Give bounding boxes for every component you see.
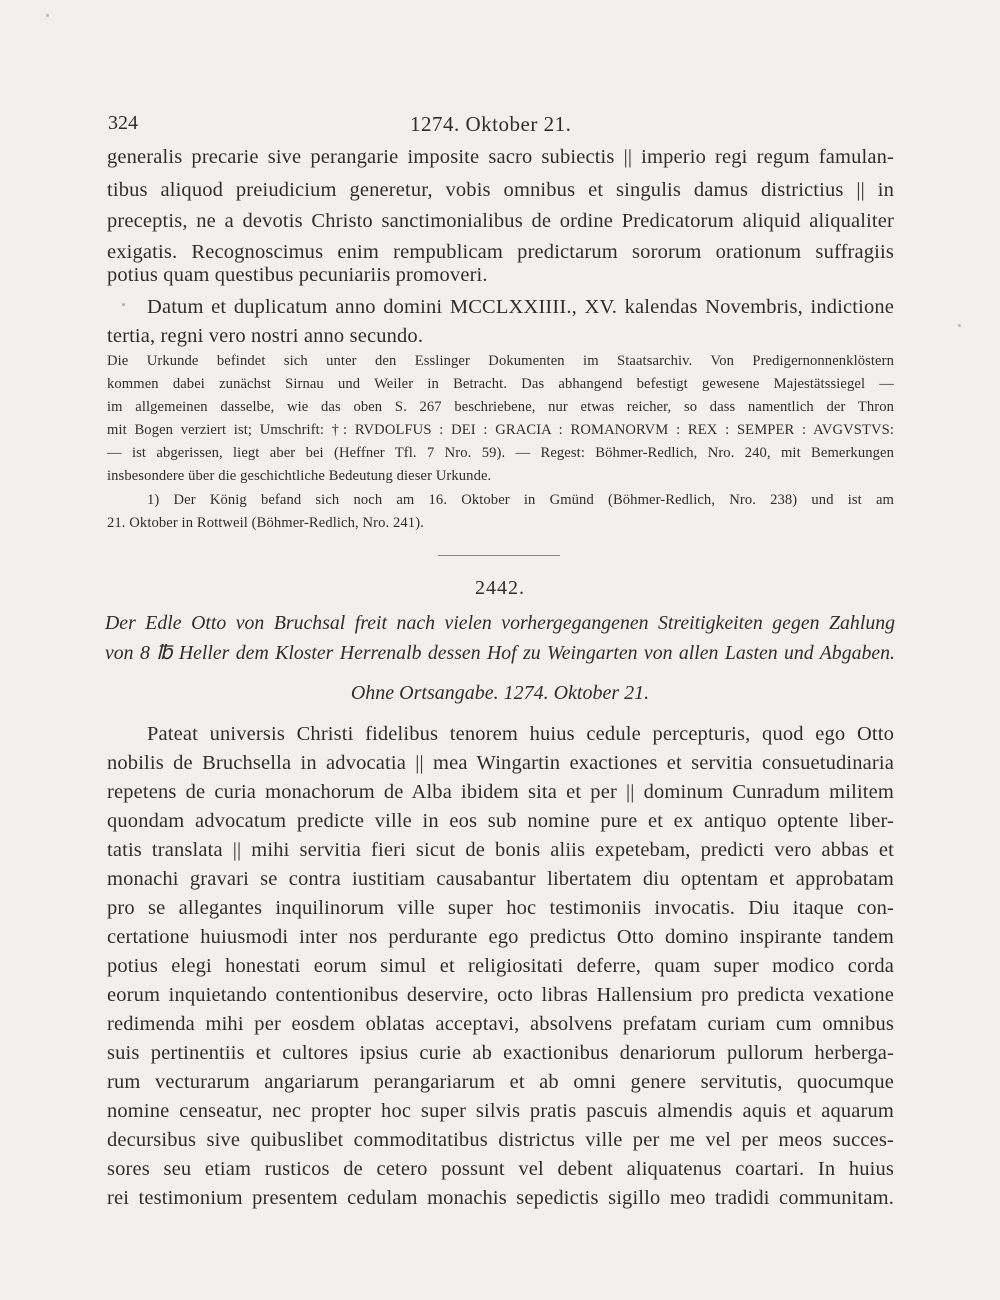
body-line: sores seu etiam rusticos de cetero possunt vel debent aliquatenus coartari. In huius <box>107 1158 894 1180</box>
note-line: im allgemeinen dasselbe, wie das oben S. 267 beschriebene, nur etwas reicher, so dass namentlich der Thron <box>107 399 894 415</box>
text-line: exigatis. Recognoscimus enim rempublicam predictarum sororum orationum suffragiis <box>107 241 894 263</box>
section-divider <box>438 555 560 556</box>
paper-speck <box>122 303 125 306</box>
summary-line: Der Edle Otto von Bruchsal freit nach vielen vorhergegangenen Streitigkeiten gegen Zahlung <box>105 612 895 634</box>
summary-line: von 8 ℔ Heller dem Kloster Herrenalb dessen Hof zu Weingarten von allen Lasten und Abgaben. <box>105 642 895 664</box>
document-number: 2442. <box>475 577 525 599</box>
text-line: tertia, regni vero nostri anno secundo. <box>107 325 424 347</box>
body-line: Pateat universis Christi fidelibus tenorem huius cedule percepturis, quod ego Otto <box>147 723 894 745</box>
paper-speck <box>958 324 961 327</box>
page-number: 324 <box>108 112 138 134</box>
running-title: 1274. Oktober 21. <box>410 112 572 136</box>
body-line: redimenda mihi per eosdem oblatas acceptavi, absolvens prefatam curiam cum omnibus <box>107 1013 894 1035</box>
body-line: pro se allegantes inquilinorum ville super hoc testimoniis invocatis. Diu itaque con- <box>107 897 894 919</box>
text-line: preceptis, ne a devotis Christo sanctimonialibus de ordine Predicatorum aliquid aliqualiter <box>107 210 894 232</box>
place-date-line: Ohne Ortsangabe. 1274. Oktober 21. <box>350 682 650 704</box>
body-line: suis pertinentiis et cultores ipsius curie ab exactionibus denariorum pullorum herberga- <box>107 1042 894 1064</box>
note-line: insbesondere über die geschichtliche Bedeutung dieser Urkunde. <box>107 468 492 484</box>
note-line: mit Bogen verziert ist; Umschrift: †: RVDOLFUS : DEI : GRACIA : ROMANORVM : REX : SEMPER : AVGVSTVS: <box>107 422 894 438</box>
body-line: certatione huiusmodi inter nos perdurante ego predictus Otto domino inspirante tandem <box>107 926 894 948</box>
note-line: — ist abgerissen, liegt aber bei (Heffner Tfl. 7 Nro. 59). — Regest: Böhmer-Redlich, Nro. 240, mit Bemerkungen <box>107 445 894 461</box>
note-line: Die Urkunde befindet sich unter den Esslinger Dokumenten im Staatsarchiv. Von Predigernonnenklöstern <box>107 353 894 369</box>
body-line: tatis translata || mihi servitia fieri sicut de bonis aliis expetebam, predicti vero abbas et <box>107 839 894 861</box>
footnote-1-continued: 21. Oktober in Rottweil (Böhmer-Redlich, Nro. 241). <box>107 515 424 531</box>
text-line: tibus aliquod preiudicium generetur, vobis omnibus et singulis damus districtius || in <box>107 179 894 201</box>
body-line: potius elegi honestati eorum simul et religiositati deferre, quam super modico corda <box>107 955 894 977</box>
body-line: eorum inquietando contentionibus deservire, octo libras Hallensium pro predicta vexatione <box>107 984 894 1006</box>
body-line: repetens de curia monachorum de Alba ibidem sita et per || dominum Cunradum militem <box>107 781 894 803</box>
body-line: nomine censeatur, nec propter hoc super silvis pratis pascuis almendis aquis et aquarum <box>107 1100 894 1122</box>
body-line: quondam advocatum predicte ville in eos sub nomine pure et ex antiquo optente liber- <box>107 810 894 832</box>
text-line: potius quam questibus pecuniariis promoveri. <box>107 264 488 286</box>
text-line: generalis precarie sive perangarie imposite sacro subiectis || imperio regi regum famulan- <box>107 146 894 168</box>
body-line: rum vecturarum angariarum perangariarum et ab omni genere servitutis, quocumque <box>107 1071 894 1093</box>
body-line: monachi gravari se contra iustitiam causabantur libertatem diu optentam et approbatam <box>107 868 894 890</box>
body-line: nobilis de Bruchsella in advocatia || mea Wingartin exactiones et servitia consuetudinaria <box>107 752 894 774</box>
note-line: kommen dabei zunächst Sirnau und Weiler in Betracht. Das abhangend befestigt gewesene Majestätssiegel — <box>107 376 894 392</box>
body-line: rei testimonium presentem cedulam monachis sepedictis sigillo meo tradidi communitam. <box>107 1187 894 1209</box>
dating-clause: Datum et duplicatum anno domini MCCLXXIIII., XV. kalendas Novembris, indictione <box>147 296 894 318</box>
paper-speck <box>46 14 49 17</box>
footnote-1: 1) Der König befand sich noch am 16. Oktober in Gmünd (Böhmer-Redlich, Nro. 238) und ist am <box>147 492 894 508</box>
body-line: decursibus sive quibuslibet commoditatibus districtus ville per me vel per meos succes- <box>107 1129 894 1151</box>
